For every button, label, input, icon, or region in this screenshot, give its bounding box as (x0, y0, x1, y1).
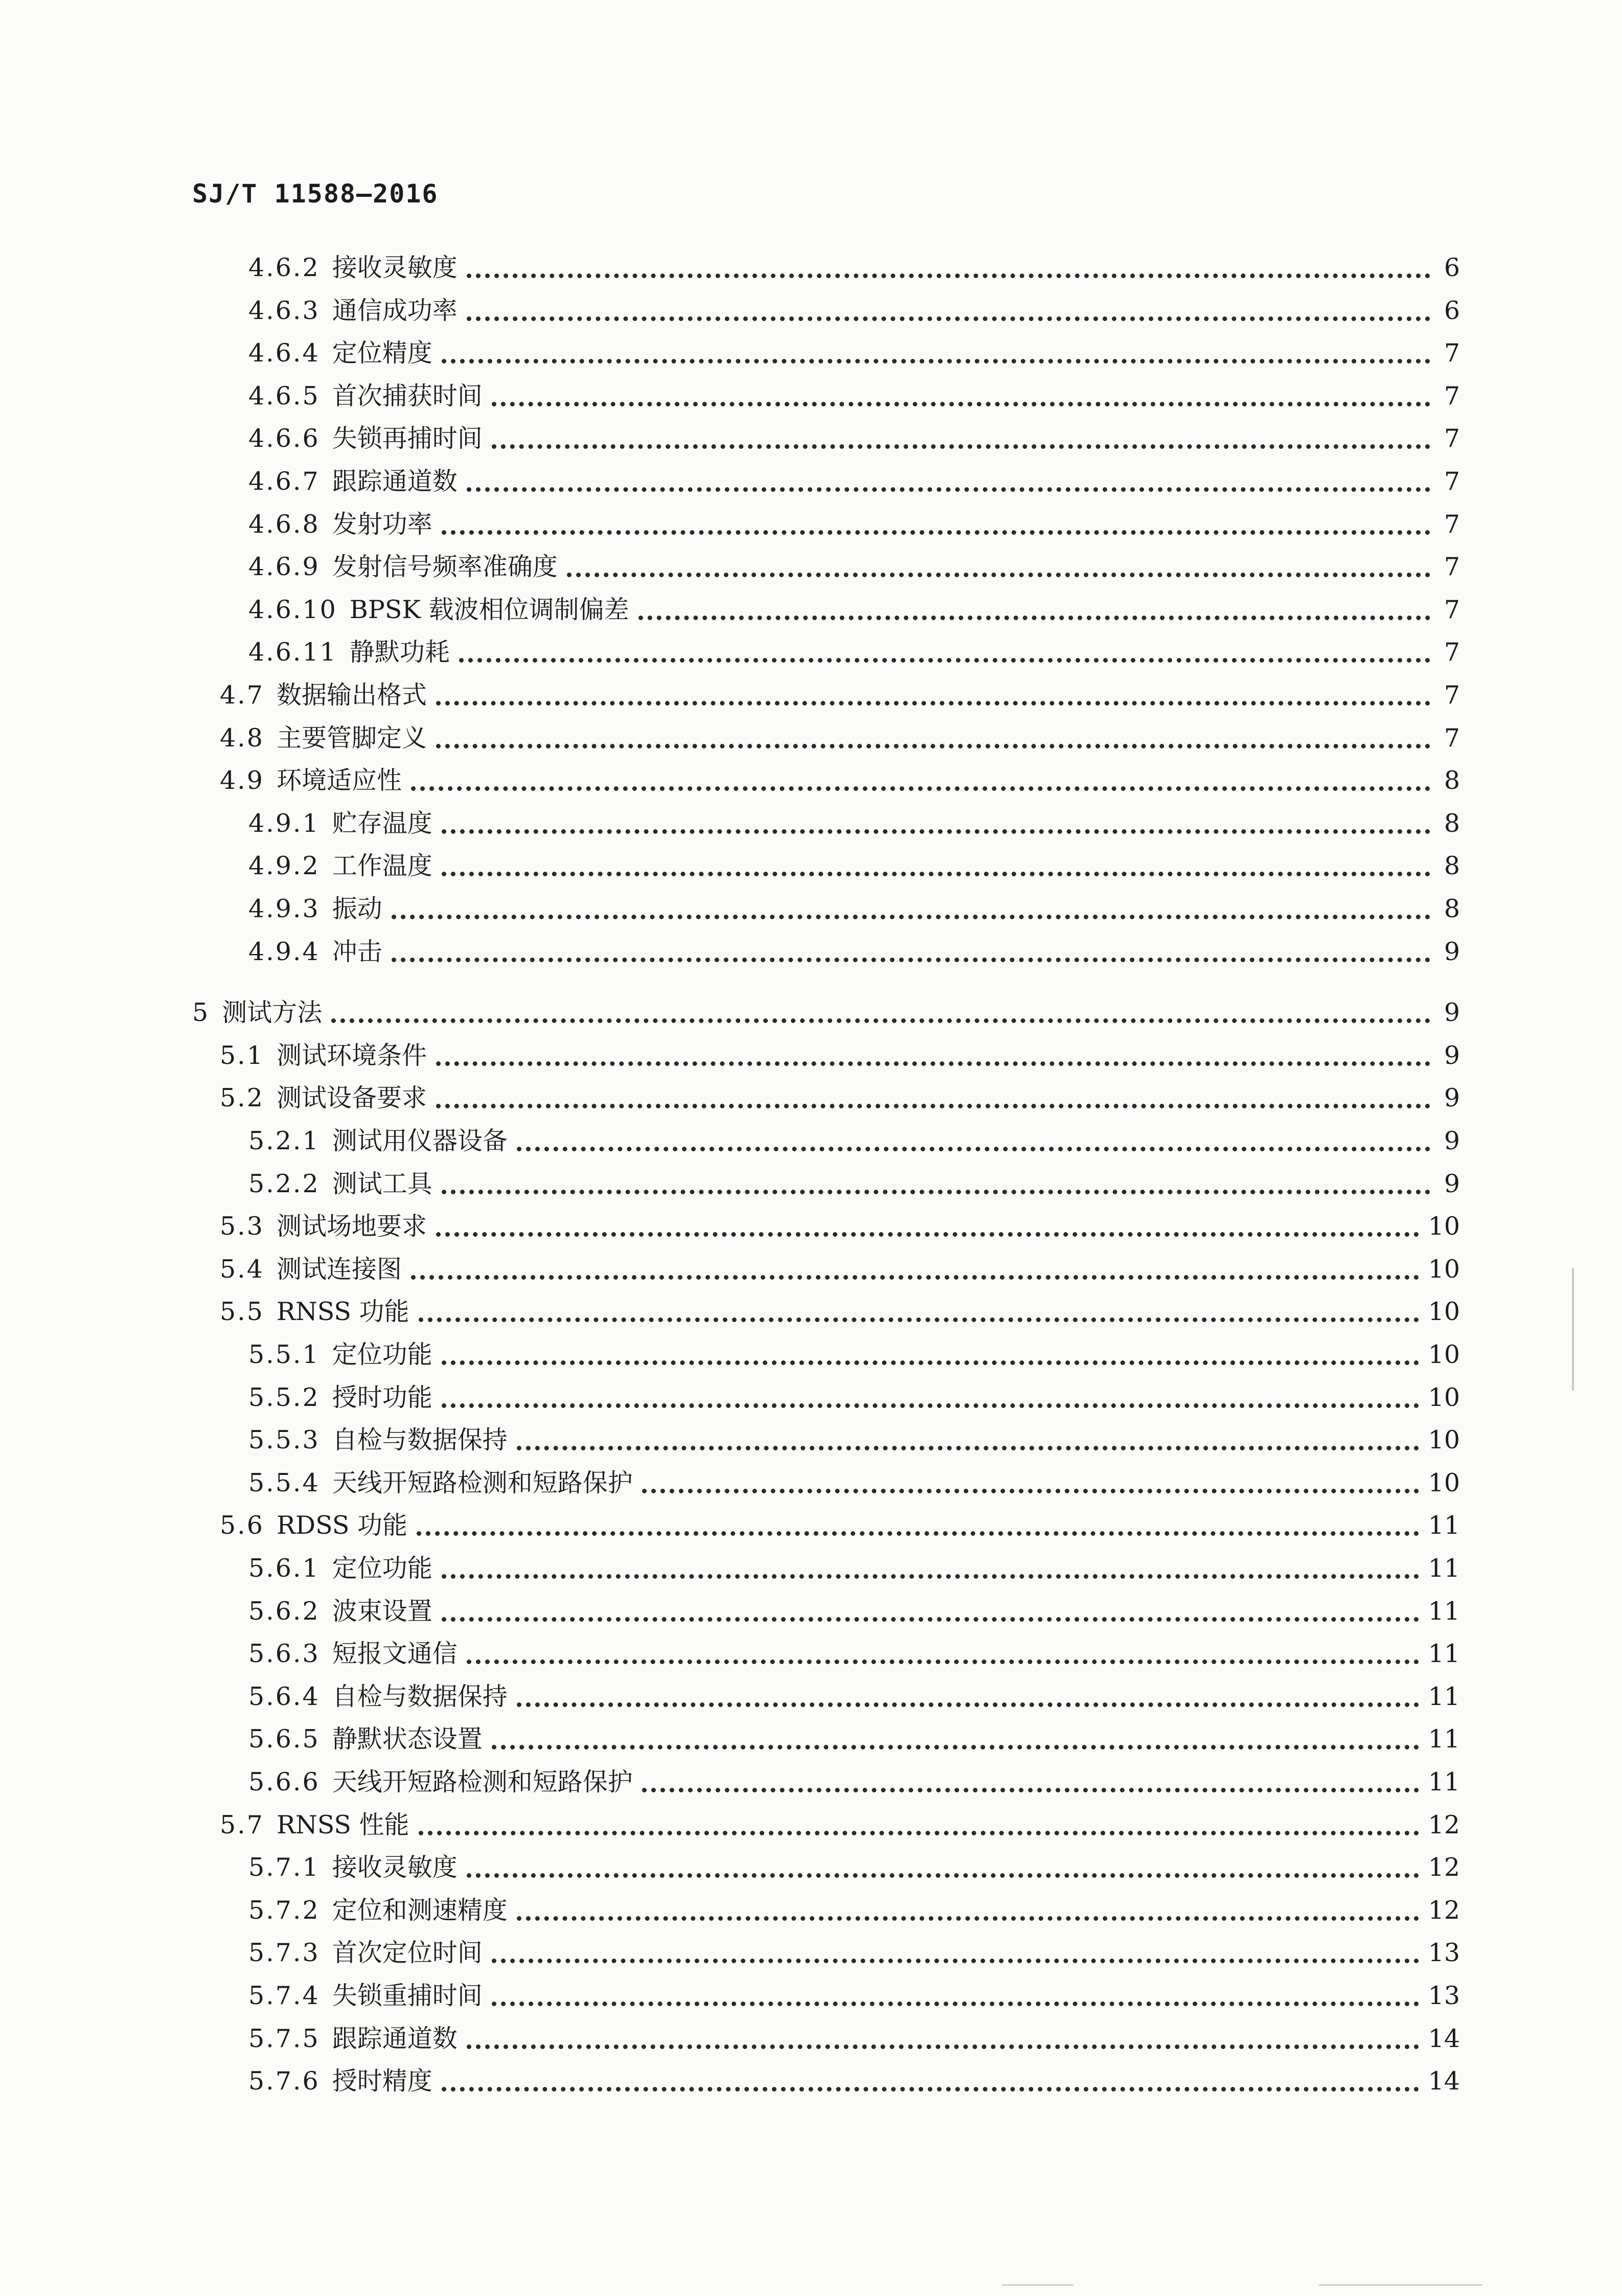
toc-entry-title: 自检与数据保持 (332, 1682, 508, 1711)
toc-entry-page: 7 (1444, 552, 1460, 581)
toc-entry-title: 测试设备要求 (276, 1083, 427, 1112)
toc-entry-title: 冲击 (332, 937, 382, 966)
toc-entry-number: 4.9.4 (248, 937, 320, 966)
toc-entry[interactable] (248, 375, 1460, 418)
toc-dot-leader (467, 274, 1430, 278)
toc-entry-number: 4.6.4 (248, 338, 320, 368)
toc-entry-title: RDSS 功能 (276, 1511, 407, 1540)
toc-entry-page: 7 (1444, 381, 1460, 411)
scan-artifact (1002, 2284, 1073, 2286)
toc-dot-leader (467, 316, 1430, 321)
toc-entry[interactable] (248, 930, 1460, 973)
toc-dot-leader (442, 2087, 1419, 2092)
toc-entry-page: 12 (1428, 1810, 1460, 1839)
toc-entry-page: 13 (1428, 1938, 1460, 1967)
toc-entry-page: 7 (1444, 510, 1460, 539)
toc-entry-page: 9 (1444, 1126, 1460, 1155)
toc-entry-page: 11 (1428, 1554, 1460, 1583)
toc-entry-number: 4.6.11 (248, 638, 337, 667)
toc-entry-title: 首次捕获时间 (332, 381, 483, 411)
toc-entry-page: 6 (1444, 253, 1460, 282)
toc-entry[interactable] (248, 2017, 1460, 2060)
toc-entry-number: 4.6.6 (248, 424, 320, 453)
toc-entry-page: 7 (1444, 723, 1460, 753)
toc-entry-page: 10 (1428, 1340, 1460, 1369)
toc-entry-page: 14 (1428, 2066, 1460, 2096)
toc-entry[interactable] (248, 1761, 1460, 1804)
toc-entry-page: 7 (1444, 595, 1460, 624)
toc-entry[interactable] (248, 845, 1460, 888)
toc-entry[interactable] (248, 545, 1460, 588)
toc-entry[interactable] (248, 1974, 1460, 2017)
toc-entry-page: 9 (1444, 937, 1460, 966)
toc-dot-leader (436, 1104, 1430, 1108)
toc-entry-page: 11 (1428, 1639, 1460, 1668)
toc-entry-number: 4.6.7 (248, 467, 320, 496)
toc-entry[interactable] (248, 1889, 1460, 1932)
toc-entry[interactable] (220, 1248, 1460, 1291)
toc-entry[interactable] (248, 1462, 1460, 1505)
toc-entry-number: 5.6.1 (248, 1554, 320, 1583)
toc-dot-leader (642, 1788, 1419, 1792)
toc-entry-page: 10 (1428, 1425, 1460, 1454)
toc-entry-page: 7 (1444, 424, 1460, 453)
toc-entry-page: 11 (1428, 1682, 1460, 1711)
toc-entry-page: 10 (1428, 1297, 1460, 1326)
toc-dot-leader (436, 1061, 1430, 1066)
toc-dot-leader (467, 1660, 1419, 1664)
toc-entry-page: 10 (1428, 1383, 1460, 1412)
toc-dot-leader (436, 1232, 1419, 1237)
toc-entry-number: 5.6.5 (248, 1724, 320, 1754)
toc-entry-page: 9 (1444, 1083, 1460, 1112)
toc-entry-number: 4.8 (220, 723, 264, 753)
toc-entry-page: 9 (1444, 1041, 1460, 1070)
toc-dot-leader (517, 1446, 1419, 1450)
toc-dot-leader (419, 1317, 1419, 1322)
toc-entry-title: BPSK 载波相位调制偏差 (349, 595, 629, 624)
toc-entry-page: 11 (1428, 1724, 1460, 1754)
toc-entry-title: 授时精度 (332, 2066, 432, 2096)
toc-dot-leader (442, 1403, 1419, 1408)
toc-entry[interactable] (192, 991, 1460, 1034)
toc-entry[interactable] (248, 1376, 1460, 1419)
toc-entry-page: 8 (1444, 766, 1460, 795)
toc-entry[interactable] (248, 1547, 1460, 1590)
toc-entry[interactable] (220, 1205, 1460, 1248)
toc-entry[interactable] (220, 717, 1460, 760)
scan-artifact (1319, 2284, 1482, 2286)
toc-entry-number: 5.4 (220, 1255, 264, 1284)
toc-entry-title: 短报文通信 (332, 1639, 458, 1668)
toc-entry[interactable] (248, 1718, 1460, 1761)
toc-entry[interactable] (248, 1163, 1460, 1206)
toc-entry-number: 5.5.2 (248, 1383, 320, 1412)
toc-entry[interactable] (220, 759, 1460, 802)
toc-entry-title: 测试环境条件 (276, 1041, 427, 1070)
toc-entry-title: 测试工具 (332, 1169, 432, 1198)
toc-entry-title: 环境适应性 (276, 766, 402, 795)
toc-entry-page: 9 (1444, 998, 1460, 1027)
toc-entry-number: 5.5.4 (248, 1468, 320, 1497)
toc-entry[interactable] (248, 2060, 1460, 2103)
toc-entry-number: 5.7.1 (248, 1853, 320, 1882)
toc-dot-leader (442, 872, 1430, 876)
toc-entry-page: 11 (1428, 1511, 1460, 1540)
toc-entry[interactable] (248, 246, 1460, 289)
toc-entry-title: 测试用仪器设备 (332, 1126, 508, 1155)
toc-entry-page: 12 (1428, 1853, 1460, 1882)
toc-dot-leader (442, 1617, 1419, 1622)
toc-entry-number: 4.9.2 (248, 851, 320, 880)
toc-entry-page: 10 (1428, 1468, 1460, 1497)
toc-entry-number: 5.6.6 (248, 1767, 320, 1797)
toc-entry-title: 接收灵敏度 (332, 1853, 458, 1882)
toc-dot-leader (442, 1360, 1419, 1365)
toc-entry-title: 授时功能 (332, 1383, 432, 1412)
toc-entry-title: 发射信号频率准确度 (332, 552, 558, 581)
toc-entry-number: 5.6 (220, 1511, 264, 1540)
toc-entry[interactable] (248, 1632, 1460, 1675)
toc-entry[interactable] (220, 1290, 1460, 1333)
toc-entry-number: 4.6.8 (248, 510, 320, 539)
toc-entry-title: 跟踪通道数 (332, 2024, 458, 2053)
toc-entry-title: 测试方法 (222, 998, 323, 1027)
toc-entry[interactable] (248, 289, 1460, 332)
scan-margin-mark (1572, 1268, 1574, 1391)
toc-entry-page: 8 (1444, 809, 1460, 838)
toc-dot-leader (517, 1147, 1430, 1151)
toc-entry-title: 定位和测速精度 (332, 1896, 508, 1925)
toc-entry-page: 10 (1428, 1255, 1460, 1284)
toc-entry-page: 7 (1444, 680, 1460, 710)
toc-entry-title: 失锁再捕时间 (332, 424, 483, 453)
toc-dot-leader (442, 530, 1430, 535)
toc-entry[interactable] (220, 1504, 1460, 1547)
toc-entry-title: 测试场地要求 (276, 1212, 427, 1241)
toc-entry[interactable] (220, 1077, 1460, 1120)
toc-dot-leader (467, 1873, 1419, 1878)
toc-dot-leader (642, 1489, 1419, 1493)
toc-entry-title: 发射功率 (332, 510, 432, 539)
toc-entry[interactable] (248, 1333, 1460, 1376)
toc-dot-leader (467, 487, 1430, 492)
toc-dot-leader (442, 1574, 1419, 1579)
toc-dot-leader (392, 958, 1430, 962)
toc-dot-leader (411, 1275, 1419, 1280)
toc-dot-leader (436, 701, 1430, 706)
toc-dot-leader (419, 1831, 1419, 1835)
toc-entry-title: 跟踪通道数 (332, 467, 458, 496)
toc-entry-title: 定位功能 (332, 1340, 432, 1369)
toc-dot-leader (492, 2002, 1419, 2006)
toc-entry-number: 5.3 (220, 1212, 264, 1241)
toc-entry[interactable] (220, 674, 1460, 717)
toc-entry-title: 天线开短路检测和短路保护 (332, 1468, 633, 1497)
toc-entry-number: 5.7.2 (248, 1896, 320, 1925)
toc-entry-number: 5.7.4 (248, 1981, 320, 2010)
toc-entry-page: 14 (1428, 2024, 1460, 2053)
toc-entry-page: 7 (1444, 467, 1460, 496)
toc-entry[interactable] (248, 1675, 1460, 1718)
toc-entry[interactable] (248, 417, 1460, 460)
toc-entry-title: 静默状态设置 (332, 1724, 483, 1754)
document-code-header: SJ/T 11588—2016 (192, 179, 439, 209)
toc-entry-page: 8 (1444, 894, 1460, 923)
toc-dot-leader (492, 1745, 1419, 1749)
toc-entry-title: 工作温度 (332, 851, 432, 880)
toc-entry-number: 4.6.9 (248, 552, 320, 581)
toc-entry[interactable] (248, 631, 1460, 674)
toc-entry-title: 接收灵敏度 (332, 253, 458, 282)
toc-entry[interactable] (248, 1931, 1460, 1974)
toc-entry-title: 失锁重捕时间 (332, 1981, 483, 2010)
toc-entry[interactable] (248, 888, 1460, 930)
toc-entry[interactable] (248, 460, 1460, 503)
toc-entry-page: 11 (1428, 1597, 1460, 1626)
toc-entry[interactable] (248, 588, 1460, 631)
toc-dot-leader (567, 573, 1430, 577)
toc-entry-page: 9 (1444, 1169, 1460, 1198)
toc-entry[interactable] (248, 503, 1460, 546)
toc-entry-number: 5.6.2 (248, 1597, 320, 1626)
toc-entry-title: 振动 (332, 894, 382, 923)
toc-entry-number: 5 (192, 998, 210, 1027)
toc-entry[interactable] (248, 332, 1460, 375)
toc-entry-number: 5.2 (220, 1083, 264, 1112)
toc-entry-number: 4.6.3 (248, 296, 320, 325)
toc-entry-number: 4.6.5 (248, 381, 320, 411)
toc-entry-number: 4.6.10 (248, 595, 337, 624)
toc-dot-leader (459, 658, 1430, 663)
toc-entry-number: 5.7.5 (248, 2024, 320, 2053)
toc-entry-title: 主要管脚定义 (276, 723, 427, 753)
toc-dot-leader (436, 744, 1430, 748)
toc-entry-number: 5.6.3 (248, 1639, 320, 1668)
toc-entry-title: 波束设置 (332, 1597, 432, 1626)
toc-entry-number: 5.6.4 (248, 1682, 320, 1711)
toc-dot-leader (411, 786, 1430, 791)
toc-entry-title: 数据输出格式 (276, 680, 427, 710)
toc-entry[interactable] (248, 1590, 1460, 1633)
toc-dot-leader (417, 1531, 1419, 1536)
toc-entry-number: 5.5.1 (248, 1340, 320, 1369)
toc-dot-leader (492, 444, 1430, 449)
toc-entry-number: 4.9.3 (248, 894, 320, 923)
toc-entry-page: 6 (1444, 296, 1460, 325)
toc-dot-leader (442, 829, 1430, 834)
toc-entry-number: 5.5 (220, 1297, 264, 1326)
toc-entry-page: 10 (1428, 1212, 1460, 1241)
toc-dot-leader (467, 2044, 1419, 2049)
toc-dot-leader (517, 1702, 1419, 1707)
toc-entry-page: 12 (1428, 1896, 1460, 1925)
toc-entry-page: 11 (1428, 1767, 1460, 1797)
toc-entry-number: 5.7 (220, 1810, 264, 1839)
toc-dot-leader (638, 616, 1430, 620)
toc-entry[interactable] (220, 1804, 1460, 1847)
toc-entry-page: 8 (1444, 851, 1460, 880)
toc-entry-title: RNSS 性能 (276, 1810, 409, 1839)
toc-entry-title: 通信成功率 (332, 296, 458, 325)
toc-entry-page: 7 (1444, 638, 1460, 667)
toc-dot-leader (442, 1190, 1430, 1194)
toc-entry-number: 5.7.6 (248, 2066, 320, 2096)
toc-entry-page: 7 (1444, 338, 1460, 368)
toc-entry-title: 静默功耗 (349, 638, 450, 667)
toc-dot-leader (517, 1916, 1419, 1921)
toc-entry-title: RNSS 功能 (276, 1297, 409, 1326)
toc-entry-number: 4.6.2 (248, 253, 320, 282)
toc-dot-leader (392, 915, 1430, 919)
toc-entry-number: 5.7.3 (248, 1938, 320, 1967)
toc-entry-page: 13 (1428, 1981, 1460, 2010)
toc-dot-leader (442, 359, 1430, 363)
toc-dot-leader (492, 1959, 1419, 1963)
toc-entry-number: 4.7 (220, 680, 264, 710)
toc-entry[interactable] (248, 802, 1460, 845)
toc-entry[interactable] (248, 1419, 1460, 1462)
toc-entry-number: 5.1 (220, 1041, 264, 1070)
toc-entry-number: 5.2.2 (248, 1169, 320, 1198)
toc-entry-title: 自检与数据保持 (332, 1425, 508, 1454)
toc-dot-leader (331, 1018, 1430, 1023)
toc-entry-number: 5.2.1 (248, 1126, 320, 1155)
toc-entry-title: 天线开短路检测和短路保护 (332, 1767, 633, 1797)
toc-entry[interactable] (248, 1120, 1460, 1163)
toc-entry-number: 4.9.1 (248, 809, 320, 838)
toc-entry[interactable] (220, 1034, 1460, 1077)
toc-entry-title: 定位功能 (332, 1554, 432, 1583)
toc-entry-title: 首次定位时间 (332, 1938, 483, 1967)
toc-entry-title: 定位精度 (332, 338, 432, 368)
toc-entry-title: 测试连接图 (276, 1255, 402, 1284)
toc-dot-leader (492, 402, 1430, 406)
toc-entry-number: 4.9 (220, 766, 264, 795)
toc-entry-number: 5.5.3 (248, 1425, 320, 1454)
toc-entry-title: 贮存温度 (332, 809, 432, 838)
toc-entry[interactable] (248, 1846, 1460, 1889)
